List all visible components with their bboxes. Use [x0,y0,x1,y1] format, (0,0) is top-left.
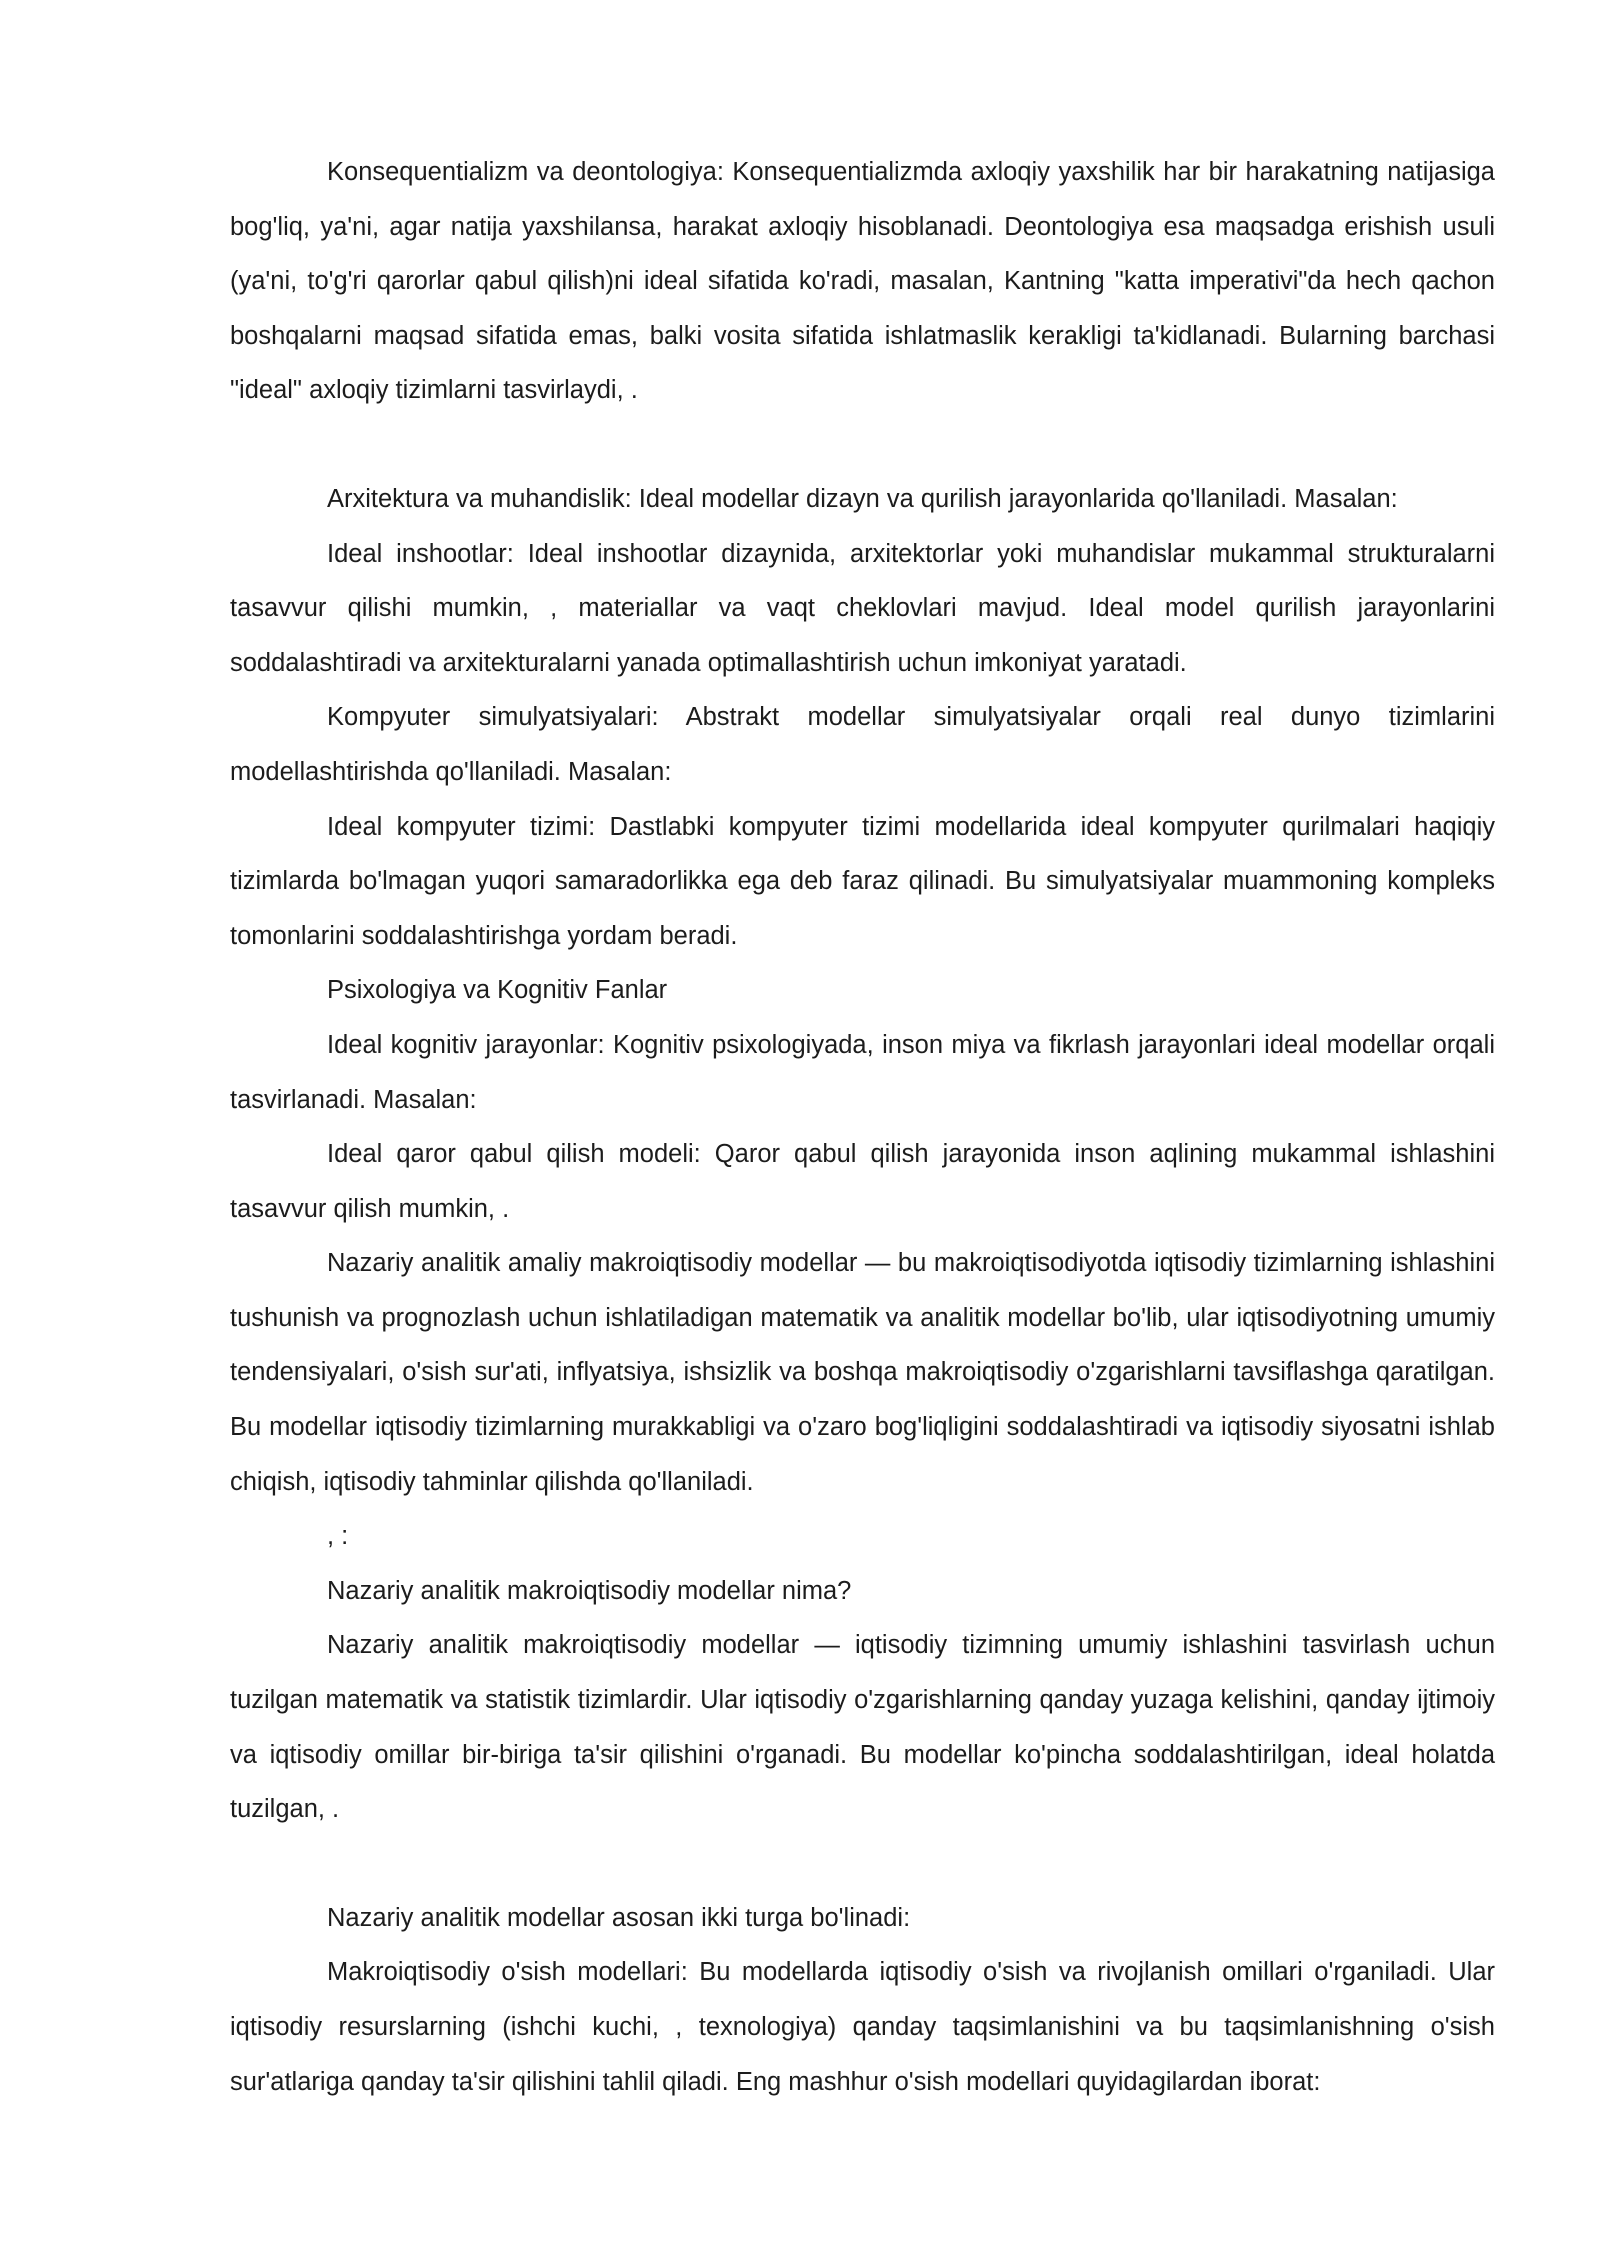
paragraph-macro-models-explanation: Nazariy analitik makroiqtisodiy modellar — iqtisodiy tizimning umumiy ishlashini tasvirlash uchun tuzilgan matematik va statistik tizimlardir. Ular iqtisodiy o'zgarishlarning qanday yuzaga kelishini, qanday ijtimoiy va iqtisodiy omillar bir-biriga ta'sir qilishini o'rganadi. Bu modellar ko'pincha soddalashtirilgan, ideal holatda tuzilgan, . [230,1631,1495,1824]
paragraph-growth-models: Makroiqtisodiy o'sish modellari: Bu modellarda iqtisodiy o'sish va rivojlanish omillari o'rganiladi. Ular iqtisodiy resurslarning (ishchi kuchi, , texnologiya) qanday taqsimlanishini va bu taqsimlanishning o'sish sur'atlariga qanday ta'sir qilishini tahlil qiladi. Eng mashhur o'sish modellari quyidagilardan iborat: [230,1958,1495,2096]
paragraph-computer-simulations: Kompyuter simulyatsiyalari: Abstrakt modellar simulyatsiyalar orqali real dunyo tizimlarini modellashtirishda qo'llaniladi. Masalan: [230,703,1495,786]
paragraph-ideal-structures: Ideal inshootlar: Ideal inshootlar dizaynida, arxitektorlar yoki muhandislar mukammal strukturalarni tasavvur qilishi mumkin, , materiallar va vaqt cheklovlari mavjud. Ideal model qurilish jarayonlarini soddalashtiradi va arxitekturalarni yanada optimallashtirish uchun imkoniyat yaratadi. [230,539,1495,677]
paragraph-psychology-heading: Psixologiya va Kognitiv Fanlar [327,976,668,1005]
paragraph-ideal-computer-system: Ideal kompyuter tizimi: Dastlabki kompyuter tizimi modellarida ideal kompyuter qurilmalari haqiqiy tizimlarda bo'lmagan yuqori samaradorlikka ega deb faraz qilinadi. Bu simulyatsiyalar muammoning kompleks tomonlarini soddalashtirishga yordam beradi. [230,812,1495,950]
paragraph-consequentialism: Konsequentializm va deontologiya: Konsequentializmda axloqiy yaxshilik har bir harakatning natijasiga bog'liq, ya'ni, agar natija yaxshilansa, harakat axloqiy hisoblanadi. Deontologiya esa maqsadga erishish usuli (ya'ni, to'g'ri qarorlar qabul qilish)ni ideal sifatida ko'radi, masalan, Kantning "katta imperativi"da hech qachon boshqalarni maqsad sifatida emas, balki vosita sifatida ishlatmaslik kerakligi ta'kidlanadi. Bularning barchasi "ideal" axloqiy tizimlarni tasvirlaydi, . [230,158,1495,405]
paragraph-macro-models-definition: Nazariy analitik amaliy makroiqtisodiy modellar — bu makroiqtisodiyotda iqtisodiy tizimlarning ishlashini tushunish va prognozlash uchun ishlatiladigan matematik va analitik modellar bo'lib, ular iqtisodiyotning umumiy tendensiyalari, o'sish sur'ati, inflyatsiya, ishsizlik va boshqa makroiqtisodiy o'zgarishlarni tavsiflashga qaratilgan. Bu modellar iqtisodiy tizimlarning murakkabligi va o'zaro bog'liqligini soddalashtiradi va iqtisodiy siyosatni ishlab chiqish, iqtisodiy tahminlar qilishda qo'llaniladi. [230,1249,1495,1496]
paragraph-punctuation: , : [327,1522,349,1551]
paragraph-ideal-cognitive: Ideal kognitiv jarayonlar: Kognitiv psixologiyada, inson miya va fikrlash jarayonlari ideal modellar orqali tasvirlanadi. Masalan: [230,1030,1495,1114]
paragraph-architecture: Arxitektura va muhandislik: Ideal modellar dizayn va qurilish jarayonlarida qo'llaniladi. Masalan: [327,484,1398,513]
document-body [230,145,1495,2109]
paragraph-two-types: Nazariy analitik modellar asosan ikki turga bo'linadi: [327,1903,911,1932]
paragraph-question-heading: Nazariy analitik makroiqtisodiy modellar nima? [327,1576,852,1605]
paragraph-ideal-decision: Ideal qaror qabul qilish modeli: Qaror qabul qilish jarayonida inson aqlining mukammal ishlashini tasavvur qilish mumkin, . [230,1140,1495,1223]
